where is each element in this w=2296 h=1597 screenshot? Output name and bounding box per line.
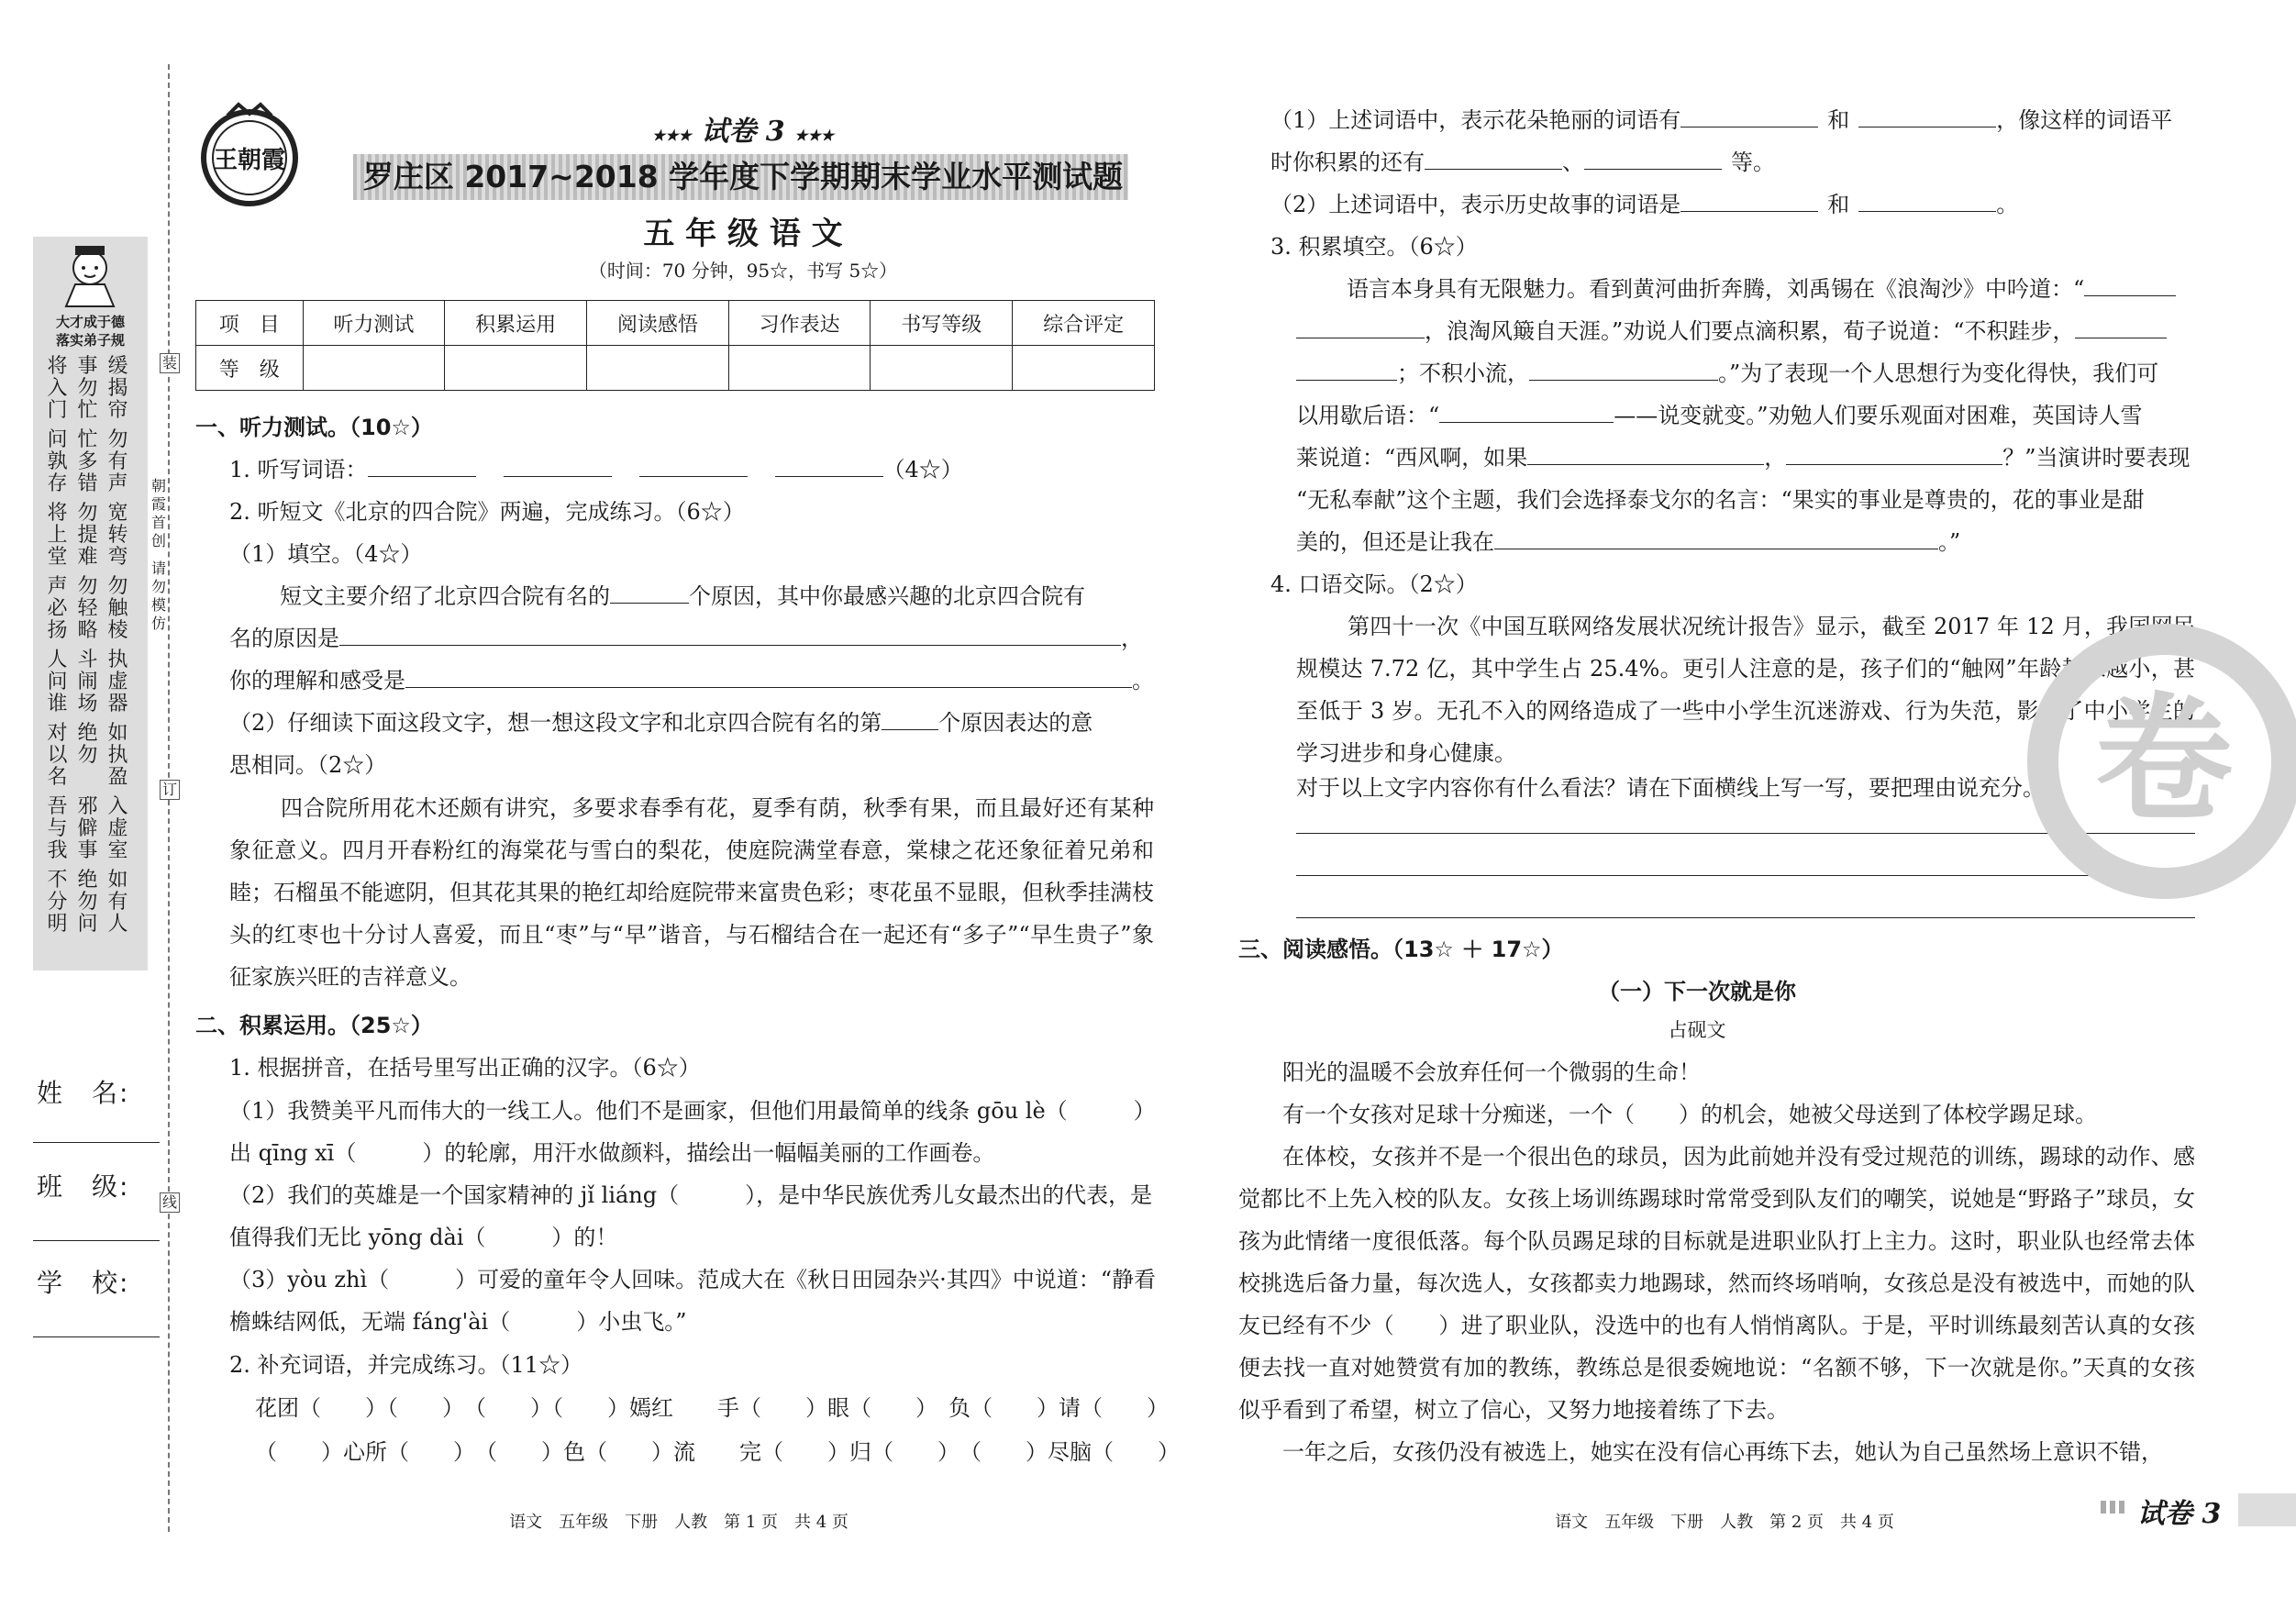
text: 。	[1132, 668, 1154, 693]
text: （1）上述词语中，表示花朵艳丽的词语有	[1270, 107, 1681, 133]
score-header-cell: 阅读感悟	[586, 301, 728, 346]
grade-row-label: 等 级	[196, 346, 304, 391]
motto-group	[42, 576, 139, 642]
score-header-cell: 听力测试	[303, 301, 445, 346]
poem-blank-1-cont[interactable]	[1296, 314, 1425, 338]
motto-column: 事勿忙	[77, 355, 98, 422]
score-header-cell: 综合评定	[1013, 301, 1155, 346]
motto-column: 忙多错	[77, 428, 98, 495]
q2-1-1b: 出 qīng xī（ ）的轮廓，用汗水做颜料，描绘出一幅幅美丽的工作画卷。	[229, 1140, 995, 1166]
q1-2-1: （1）填空。（4☆）	[229, 541, 423, 567]
text: 个原因，其中你最感兴趣的北京四合院有	[689, 583, 1085, 609]
q1-1-score: （4☆）	[882, 457, 963, 482]
corner-bar	[2238, 1493, 2296, 1526]
q1-1	[229, 449, 963, 491]
motto-group	[42, 503, 139, 569]
q4-passage: 第四十一次《中国互联网络发展状况统计报告》显示，截至 2017 年 12 月，我国网民规模达 7.72 亿，其中学生占 25.4%。更引人注意的是，孩子们的“触网”年龄越来越小，甚至低于 3 岁。无孔不入的网络造成了一些中小学生沉迷游戏、行为失范，影响了中小学生的学习进步和身心健康。	[1296, 614, 2195, 766]
xiehouyu-blank[interactable]	[1439, 398, 1614, 423]
grade-cell[interactable]	[303, 346, 445, 391]
motto-column: 人问谁	[47, 649, 68, 715]
class-field[interactable]	[33, 1240, 160, 1241]
exam-title: 罗庄区 2017~2018 学年度下学期期末学业水平测试题	[362, 159, 1124, 194]
q2-1-2a: （2）我们的英雄是一个国家精神的 jǐ liáng（ ），是中华民族优秀儿女最杰出的代表，是	[229, 1182, 1153, 1208]
sidebar-caption-2: 落实弟子规	[55, 332, 125, 349]
motto-column: 斗闹场	[77, 649, 98, 715]
history-word-blank-2[interactable]	[1858, 187, 1996, 212]
feeling-blank[interactable]	[405, 663, 1132, 688]
section-1-title: 一、听力测试。（10☆）	[195, 415, 433, 440]
reading-para-4: 一年之后，女孩仍没有被选上，她实在没有信心再练下去，她认为自己虽然场上意识不错，	[1282, 1439, 2163, 1465]
xunzi-blank-1-cont[interactable]	[1296, 356, 1397, 381]
r2-line	[1270, 183, 2018, 226]
text: 。”	[1938, 529, 1961, 555]
text: 和	[1827, 192, 1850, 217]
publisher-logo	[194, 101, 305, 211]
reading-para-2: 有一个女孩对足球十分痴迷，一个（ ）的机会，她被父母送到了体校学踢足球。	[1282, 1102, 2097, 1127]
reading-title: （一）下一次就是你	[1598, 979, 1796, 1004]
reading-para-1: 阳光的温暖不会放弃任何一个微弱的生命！	[1282, 1059, 1701, 1085]
dictation-blank-4[interactable]	[775, 452, 883, 477]
text: （2）上述词语中，表示历史故事的词语是	[1270, 192, 1681, 217]
seal-mark-1: 装	[160, 353, 180, 373]
motto-group	[42, 649, 139, 715]
footer-page-2: 语文 五年级 下册 人教 第 2 页 共 4 页	[1555, 1513, 1894, 1532]
grade-cell[interactable]	[445, 346, 587, 391]
reason-blank[interactable]	[339, 621, 1121, 646]
text: ——说变就变。”劝勉人们要乐观面对困难，英国诗人雪	[1614, 403, 2143, 428]
r1-line2	[1270, 141, 1775, 183]
answer-line-3[interactable]	[1296, 917, 2195, 918]
subject-title: 五 年 级 语 文	[643, 216, 843, 252]
motto-group	[42, 356, 139, 422]
text: （2）仔细读下面这段文字，想一想这段文字和北京四合院有名的第	[229, 710, 882, 736]
exam-watermark-stamp	[2027, 624, 2296, 899]
motto-column: 如有人	[107, 869, 128, 936]
accumulated-word-blank-1[interactable]	[1425, 145, 1562, 170]
corner-tab-decoration	[2101, 1501, 2128, 1514]
class-label: 班 级:	[37, 1171, 130, 1202]
school-label: 学 校:	[37, 1268, 130, 1298]
q4: 4. 口语交际。（2☆）	[1270, 571, 1478, 597]
grade-cell[interactable]	[586, 346, 728, 391]
seal-mark-2: 订	[160, 780, 180, 800]
motto-column: 缓揭帘	[107, 355, 128, 422]
text: 。”为了表现一个人思想行为变化得快，我们可	[1718, 360, 2159, 386]
reason-index-blank[interactable]	[882, 705, 938, 730]
passage-courtyard: 四合院所用花木还颇有讲究，多要求春季有花，夏季有荫，秋季有果，而且最好还有某种象征意义。四月开春粉红的海棠花与雪白的梨花，使庭院满堂春意，棠棣之花还象征着兄弟和睦；石榴虽不能遮阴，但其花其果的艳红却给庭院带来富贵色彩；枣花虽不显眼，但秋季挂满枝头的红枣也十分讨人喜爱，而且“枣”与“早”谐音，与石榴结合在一起还有“多子”“早生贵子”象征家族兴旺的吉祥意义。	[229, 795, 1154, 990]
text: 个原因表达的意	[938, 710, 1093, 736]
seal-mark-3: 线	[160, 1192, 180, 1213]
q3-line2	[1296, 310, 2167, 352]
motto-group	[42, 429, 139, 495]
cartoon-scholar-icon	[53, 244, 127, 308]
q3-line7	[1296, 521, 1960, 563]
grade-cell[interactable]	[871, 346, 1013, 391]
sidebar-motto-panel	[33, 237, 148, 970]
exam-no-text: 试卷 3	[701, 116, 785, 148]
q4-prompt: 对于以上文字内容你有什么看法？请在下面横线上写一写，要把理由说充分。	[1296, 775, 2045, 801]
corner-exam-label: 试卷 3	[2137, 1498, 2222, 1530]
motto-column: 执虚器	[107, 649, 128, 715]
motto-column: 绝勿问	[77, 869, 98, 936]
score-header-cell: 项 目	[196, 301, 304, 346]
history-word-blank-1[interactable]	[1680, 187, 1818, 212]
q2-1-3b: 檐蛛结网低，无端 fáng'ài（ ）小虫飞。”	[229, 1309, 687, 1335]
reading-author: 占砚文	[1668, 1019, 1726, 1041]
q2-1: 1. 根据拼音，在括号里写出正确的汉字。（6☆）	[229, 1055, 701, 1081]
dictation-blank-1[interactable]	[368, 452, 476, 477]
score-table	[195, 300, 1155, 391]
shelley-blank-2[interactable]	[1786, 440, 2002, 465]
text: ？”当演讲时要表现	[2002, 445, 2191, 471]
grade-cell[interactable]	[728, 346, 871, 391]
motto-column: 邪僻事	[77, 795, 98, 862]
shelley-blank-1[interactable]	[1527, 440, 1764, 465]
reading-para-3: 在体校，女孩并不是一个很出色的球员，因为此前她并没有受过规范的训练，踢球的动作、感觉都比不上先入校的队友。女孩上场训练踢球时常常受到队友们的嘲笑，说她是“野路子”球员，女孩为此情绪一度很低落。每个队员踢足球的目标就是进职业队打上主力。这时，职业队也经常去体校挑选后备力量，每次选人，女孩都卖力地踢球，然而终场哨响，女孩总是没有被选中，而她的队友已经有不少（ ）进了职业队，没选中的也有人悄悄离队。于是，平时训练最刻苦认真的女孩便去找一直对她赞赏有加的教练，教练总是很委婉地说：“名额不够，下一次就是你。”天真的女孩似乎看到了希望，树立了信心，又努力地接着练了下去。	[1238, 1144, 2195, 1423]
text: 时你积累的还有	[1270, 150, 1425, 175]
logo-text: 王朝霞	[213, 147, 285, 174]
vertical-note-1: 朝霞首创	[150, 477, 166, 549]
q2-1-2b: 值得我们无比 yōng dài（ ）的！	[229, 1225, 618, 1250]
motto-column: 如执盈	[107, 722, 128, 789]
stamp-char: 卷	[2095, 681, 2234, 840]
q1-2-1-line3	[229, 660, 1154, 702]
text: ，	[1764, 445, 1787, 471]
motto-column: 吾与我	[47, 795, 68, 862]
text: ，	[1121, 626, 1143, 651]
motto-column: 勿提难	[77, 502, 98, 569]
time-info: （时间：70 分钟，95☆，书写 5☆）	[588, 260, 898, 282]
motto-column: 绝勿	[77, 722, 98, 767]
motto-column: 勿轻略	[77, 575, 98, 642]
poem-blank-1[interactable]	[2084, 272, 2176, 296]
text: 、	[1562, 150, 1584, 175]
q1-1-label: 1. 听写词语：	[229, 457, 368, 482]
score-header-cell: 习作表达	[728, 301, 871, 346]
motto-columns	[42, 356, 139, 943]
motto-group	[42, 723, 139, 789]
stars-left: ★★★	[651, 127, 692, 144]
name-label: 姓 名:	[37, 1078, 130, 1108]
text: 美的，但还是让我在	[1296, 529, 1494, 555]
text: 以用歇后语：“	[1296, 403, 1440, 428]
motto-column: 宽转弯	[107, 502, 128, 569]
section-3-title: 三、阅读感悟。（13☆ ＋ 17☆）	[1238, 937, 1564, 962]
reason-count-blank[interactable]	[610, 579, 689, 604]
motto-group	[42, 796, 139, 862]
r1-line1	[1270, 99, 2172, 141]
q1-2-2-line2: 思相同。（2☆）	[229, 752, 387, 778]
q2-2-row1: 花团（ ）（ ） （ ）（ ）嫣红 手（ ）眼（ ） 负（ ）请（ ）	[255, 1395, 1169, 1421]
xunzi-blank-1[interactable]	[2075, 314, 2167, 338]
school-field[interactable]	[33, 1336, 160, 1337]
text: 莱说道：“西风啊，如果	[1296, 445, 1528, 471]
q3-line5	[1296, 437, 2191, 479]
q2-2-row2: （ ）心所（ ） （ ）色（ ）流 完（ ）归（ ） （ ）尽脑（ ）	[255, 1439, 1180, 1465]
motto-column: 不分明	[47, 869, 68, 936]
dictation-blank-3[interactable]	[639, 452, 748, 477]
flower-word-blank-1[interactable]	[1680, 103, 1818, 128]
motto-column: 将入门	[47, 355, 68, 422]
q1-2-2-line1	[229, 702, 1093, 744]
text: 名的原因是	[229, 626, 339, 651]
name-field[interactable]	[33, 1142, 160, 1143]
score-table-header-row	[196, 301, 1155, 346]
answer-line-2[interactable]	[1296, 875, 2195, 876]
text: 语言本身具有无限魅力。看到黄河曲折奔腾，刘禹锡在《浪淘沙》中吟道：“	[1347, 276, 2085, 302]
xunzi-blank-2[interactable]	[1529, 356, 1718, 381]
q2-1-3a: （3）yòu zhì（ ）可爱的童年令人回味。范成大在《秋日田园杂兴·其四》中说道：“静看	[229, 1267, 1157, 1292]
q3-line1	[1347, 268, 2176, 310]
text: 和	[1827, 107, 1850, 133]
text: ，浪淘风簸自天涯。”劝说人们要点滴积累，荀子说道：“不积跬步，	[1425, 318, 2075, 344]
flower-word-blank-2[interactable]	[1858, 103, 1996, 128]
q2-1-1a: （1）我赞美平凡而伟大的一线工人。他们不是画家，但他们用最简单的线条 gōu lè（ ）	[229, 1098, 1156, 1124]
score-header-cell: 书写等级	[871, 301, 1013, 346]
dictation-blank-2[interactable]	[504, 452, 612, 477]
q3: 3. 积累填空。（6☆）	[1270, 234, 1478, 260]
text: 你的理解和感受是	[229, 668, 405, 693]
q3-line4	[1296, 394, 2143, 437]
stars-right: ★★★	[794, 127, 835, 144]
accumulated-word-blank-2[interactable]	[1584, 145, 1722, 170]
motto-column: 勿触棱	[107, 575, 128, 642]
text: ；不积小流，	[1397, 360, 1529, 386]
q1-2: 2. 听短文《北京的四合院》两遍，完成练习。（6☆）	[229, 499, 745, 525]
q1-2-1-line2	[229, 617, 1143, 660]
q1-2-1-line1	[280, 575, 1085, 617]
sidebar-caption-1: 大才成于德	[55, 314, 125, 330]
footer-page-1: 语文 五年级 下册 人教 第 1 页 共 4 页	[509, 1513, 849, 1532]
score-header-cell: 积累运用	[445, 301, 587, 346]
motto-column: 入虚室	[107, 795, 128, 862]
q3-line3	[1296, 352, 2158, 394]
text: 短文主要介绍了北京四合院有名的	[280, 583, 610, 609]
tagore-blank[interactable]	[1494, 525, 1938, 549]
score-table-grade-row	[196, 346, 1155, 391]
exam-number	[587, 108, 899, 149]
motto-column: 勿有声	[107, 428, 128, 495]
q2-2: 2. 补充词语，并完成练习。（11☆）	[229, 1352, 583, 1378]
text: 。	[1996, 192, 2019, 217]
text: ，像这样的词语平	[1996, 107, 2173, 133]
grade-cell[interactable]	[1013, 346, 1155, 391]
motto-column: 将上堂	[47, 502, 68, 569]
motto-column: 声必扬	[47, 575, 68, 642]
motto-column: 对以名	[47, 722, 68, 789]
section-2-title: 二、积累运用。（25☆）	[195, 1013, 433, 1038]
text: 等。	[1731, 150, 1775, 175]
q3-line6: “无私奉献”这个主题，我们会选择泰戈尔的名言：“果实的事业是尊贵的，花的事业是甜	[1296, 487, 2145, 513]
motto-column: 问孰存	[47, 428, 68, 495]
vertical-note-2: 请勿模仿	[150, 560, 166, 632]
motto-group	[42, 870, 139, 936]
